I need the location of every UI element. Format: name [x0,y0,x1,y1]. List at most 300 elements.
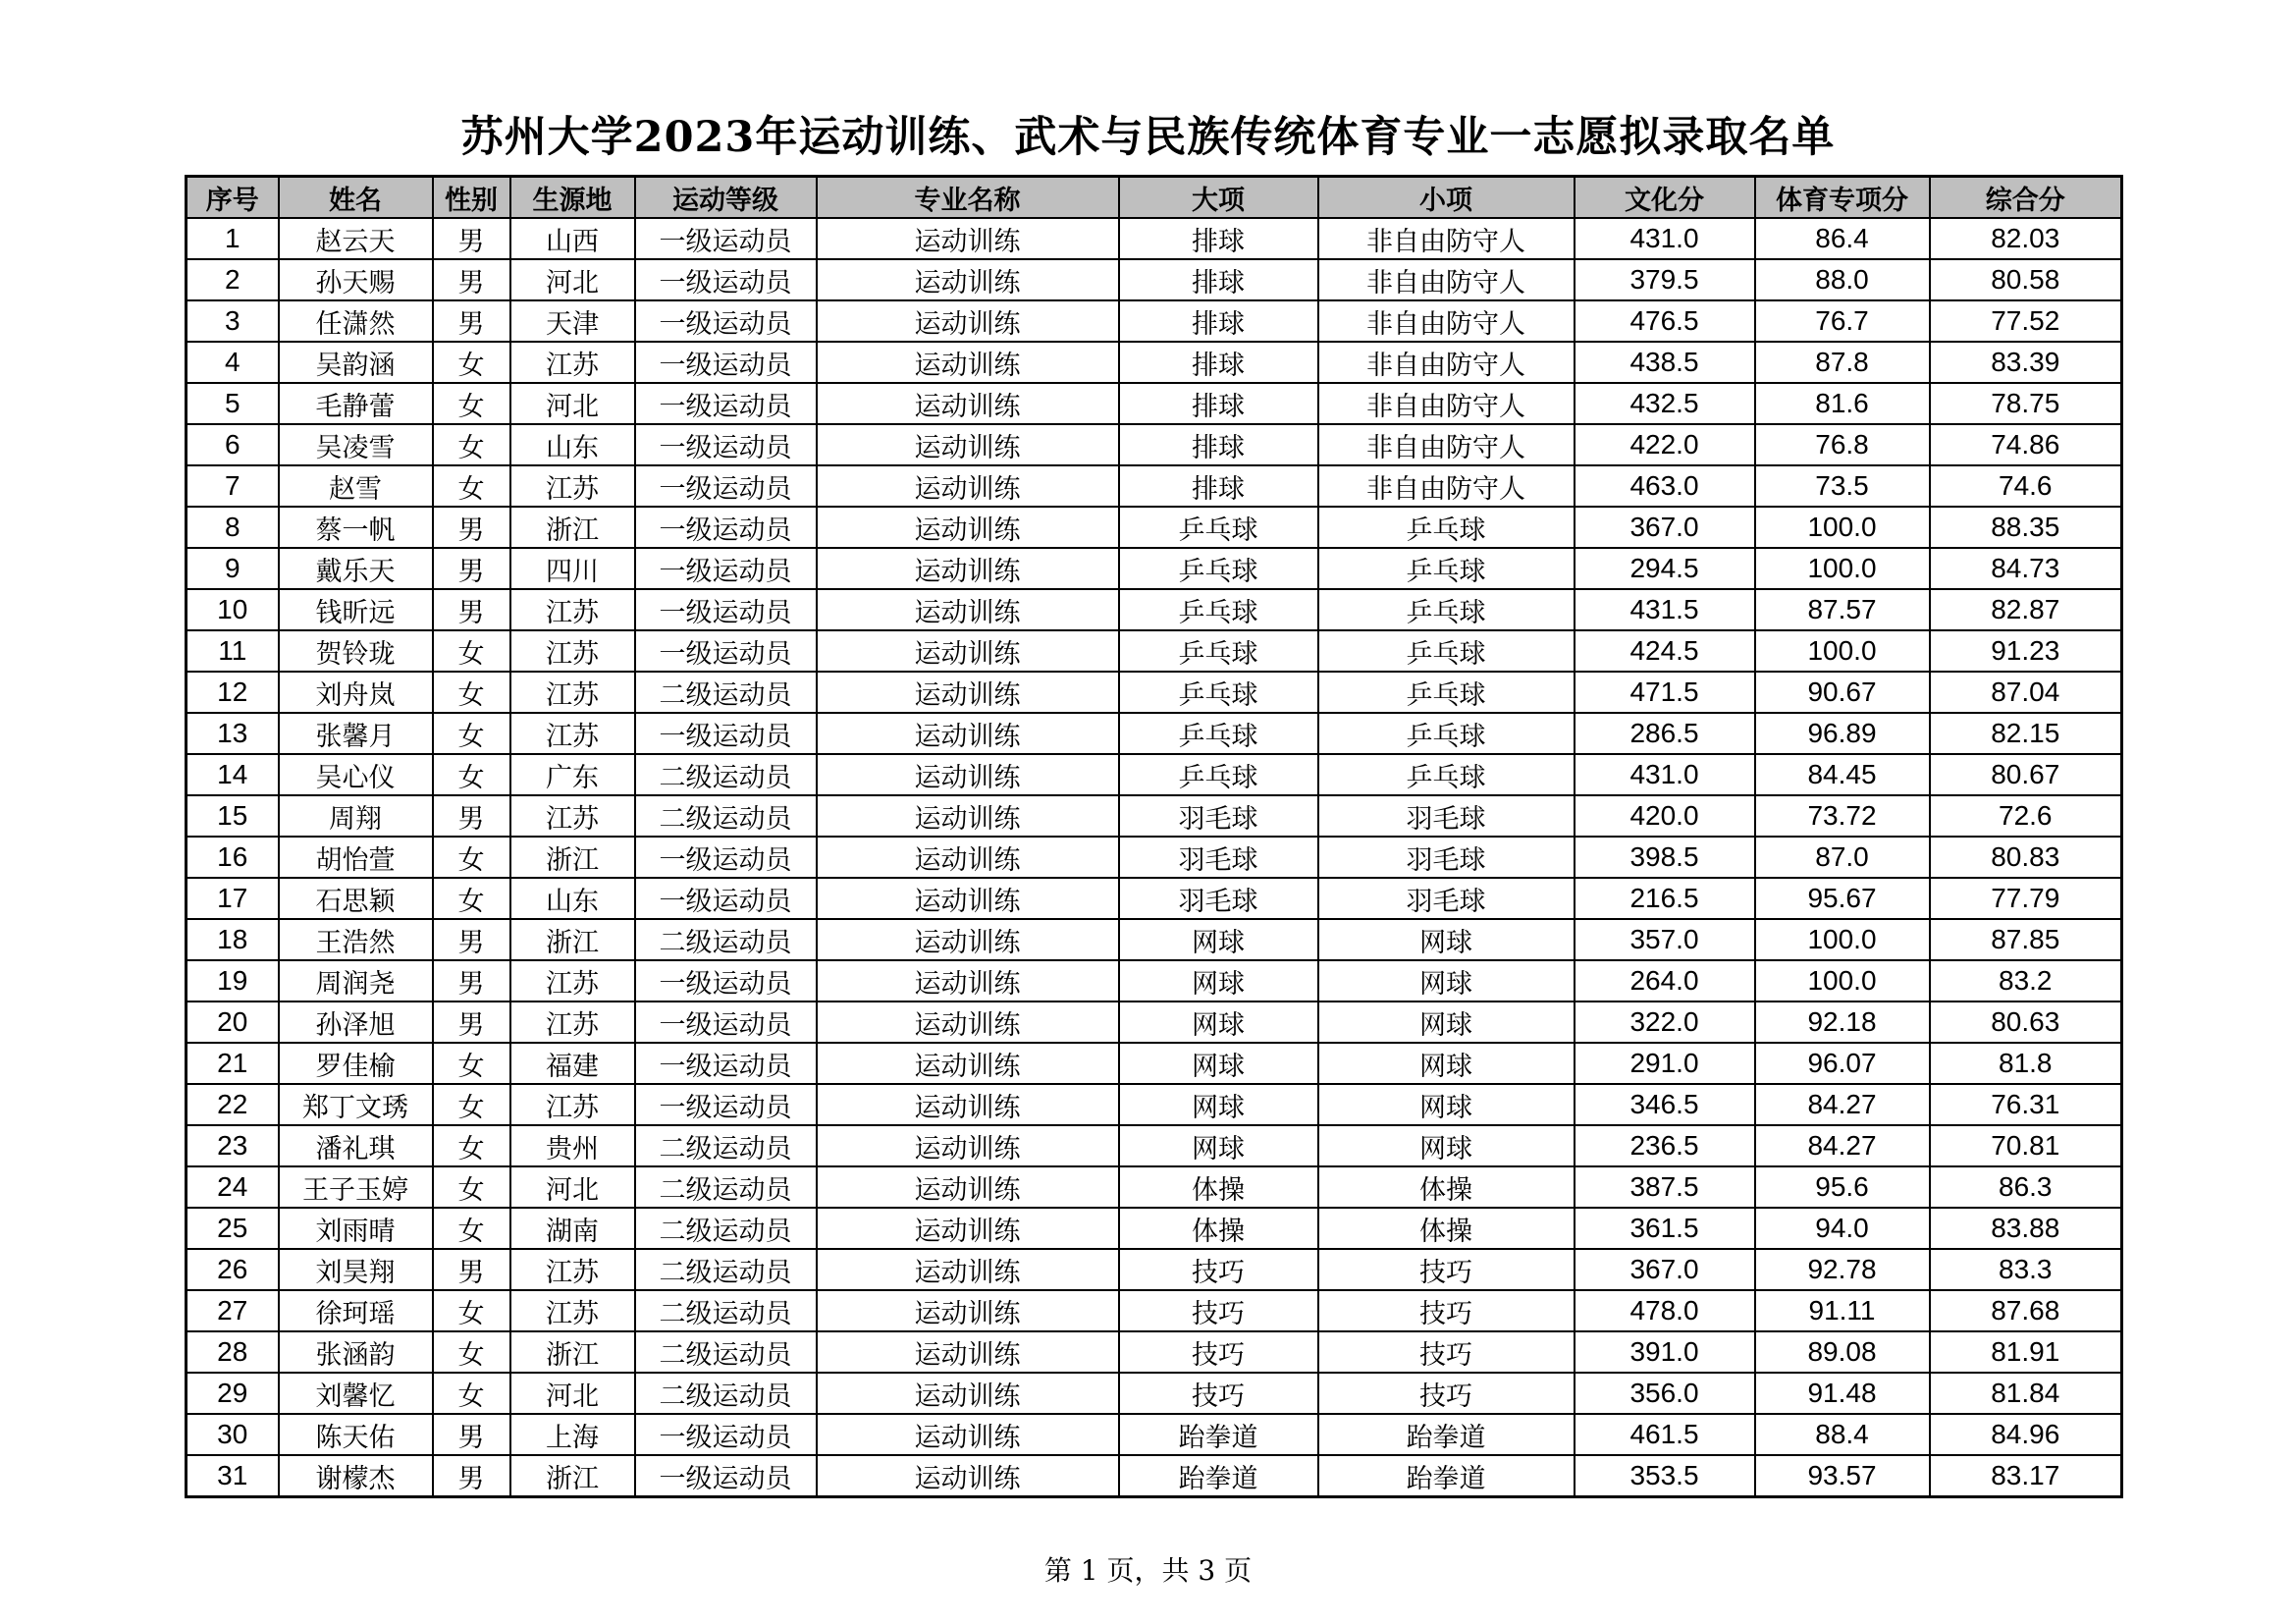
cell-total-score: 87.68 [1930,1290,2122,1331]
cell-name: 张馨月 [279,713,433,754]
cell-culture-score: 356.0 [1575,1373,1755,1414]
cell-sport-category: 羽毛球 [1119,837,1318,878]
cell-index: 13 [187,713,279,754]
cell-athlete-level: 一级运动员 [635,300,817,342]
cell-sport-score: 100.0 [1755,630,1930,672]
cell-sport-event: 羽毛球 [1318,837,1575,878]
cell-athlete-level: 一级运动员 [635,1455,817,1497]
cell-total-score: 87.85 [1930,919,2122,960]
cell-index: 11 [187,630,279,672]
cell-index: 24 [187,1166,279,1208]
cell-athlete-level: 一级运动员 [635,383,817,424]
cell-culture-score: 463.0 [1575,465,1755,507]
cell-total-score: 74.6 [1930,465,2122,507]
cell-culture-score: 294.5 [1575,548,1755,589]
cell-sport-category: 跆拳道 [1119,1414,1318,1455]
cell-culture-score: 420.0 [1575,795,1755,837]
cell-major: 运动训练 [817,1331,1119,1373]
cell-origin: 江苏 [510,1084,635,1125]
cell-sport-category: 技巧 [1119,1331,1318,1373]
cell-name: 胡怡萱 [279,837,433,878]
cell-culture-score: 424.5 [1575,630,1755,672]
cell-gender: 女 [433,1125,510,1166]
cell-major: 运动训练 [817,713,1119,754]
cell-major: 运动训练 [817,548,1119,589]
cell-origin: 浙江 [510,1331,635,1373]
cell-index: 4 [187,342,279,383]
cell-culture-score: 286.5 [1575,713,1755,754]
cell-major: 运动训练 [817,1249,1119,1290]
cell-major: 运动训练 [817,383,1119,424]
column-header-index: 序号 [187,177,279,219]
cell-sport-score: 76.7 [1755,300,1930,342]
cell-sport-category: 乒乓球 [1119,548,1318,589]
cell-athlete-level: 二级运动员 [635,795,817,837]
column-header-major: 专业名称 [817,177,1119,219]
cell-gender: 女 [433,630,510,672]
cell-origin: 河北 [510,1373,635,1414]
cell-sport-score: 96.07 [1755,1043,1930,1084]
table-row [187,424,2122,465]
cell-culture-score: 431.0 [1575,218,1755,259]
cell-name: 赵云天 [279,218,433,259]
cell-name: 王子玉婷 [279,1166,433,1208]
cell-origin: 江苏 [510,465,635,507]
table-row [187,754,2122,795]
cell-culture-score: 431.5 [1575,589,1755,630]
cell-name: 钱昕远 [279,589,433,630]
cell-sport-event: 乒乓球 [1318,507,1575,548]
cell-athlete-level: 一级运动员 [635,960,817,1001]
cell-total-score: 82.87 [1930,589,2122,630]
cell-major: 运动训练 [817,878,1119,919]
cell-gender: 女 [433,837,510,878]
cell-sport-event: 乒乓球 [1318,754,1575,795]
cell-sport-event: 网球 [1318,1043,1575,1084]
cell-name: 刘昊翔 [279,1249,433,1290]
cell-major: 运动训练 [817,507,1119,548]
cell-index: 23 [187,1125,279,1166]
cell-gender: 男 [433,1001,510,1043]
cell-major: 运动训练 [817,1001,1119,1043]
cell-athlete-level: 一级运动员 [635,878,817,919]
cell-name: 吴心仪 [279,754,433,795]
cell-name: 戴乐天 [279,548,433,589]
cell-sport-event: 网球 [1318,1125,1575,1166]
cell-sport-event: 网球 [1318,919,1575,960]
cell-index: 20 [187,1001,279,1043]
cell-culture-score: 422.0 [1575,424,1755,465]
cell-gender: 男 [433,1249,510,1290]
cell-major: 运动训练 [817,672,1119,713]
cell-gender: 男 [433,507,510,548]
cell-culture-score: 379.5 [1575,259,1755,300]
cell-sport-score: 87.57 [1755,589,1930,630]
cell-sport-score: 87.0 [1755,837,1930,878]
cell-major: 运动训练 [817,589,1119,630]
cell-sport-category: 网球 [1119,1125,1318,1166]
cell-athlete-level: 一级运动员 [635,837,817,878]
table-row [187,1166,2122,1208]
cell-origin: 广东 [510,754,635,795]
cell-sport-category: 排球 [1119,218,1318,259]
cell-index: 26 [187,1249,279,1290]
cell-origin: 贵州 [510,1125,635,1166]
cell-sport-category: 网球 [1119,1043,1318,1084]
cell-sport-score: 88.0 [1755,259,1930,300]
cell-major: 运动训练 [817,630,1119,672]
cell-sport-category: 网球 [1119,960,1318,1001]
cell-origin: 河北 [510,1166,635,1208]
table-row [187,1414,2122,1455]
cell-gender: 女 [433,1208,510,1249]
cell-major: 运动训练 [817,1125,1119,1166]
cell-gender: 女 [433,878,510,919]
table-row [187,589,2122,630]
cell-gender: 女 [433,1043,510,1084]
cell-athlete-level: 二级运动员 [635,1249,817,1290]
cell-name: 周润尧 [279,960,433,1001]
cell-major: 运动训练 [817,919,1119,960]
cell-gender: 男 [433,1414,510,1455]
cell-major: 运动训练 [817,259,1119,300]
cell-athlete-level: 二级运动员 [635,1331,817,1373]
cell-major: 运动训练 [817,837,1119,878]
table-row [187,1043,2122,1084]
table-row [187,878,2122,919]
table-row [187,1249,2122,1290]
cell-culture-score: 216.5 [1575,878,1755,919]
cell-gender: 男 [433,548,510,589]
cell-sport-score: 87.8 [1755,342,1930,383]
cell-sport-event: 乒乓球 [1318,713,1575,754]
cell-sport-category: 排球 [1119,342,1318,383]
cell-total-score: 83.17 [1930,1455,2122,1497]
cell-origin: 河北 [510,259,635,300]
table-row [187,465,2122,507]
cell-sport-event: 羽毛球 [1318,795,1575,837]
cell-major: 运动训练 [817,1290,1119,1331]
column-header-origin: 生源地 [510,177,635,219]
cell-sport-category: 乒乓球 [1119,754,1318,795]
cell-total-score: 70.81 [1930,1125,2122,1166]
column-header-name: 姓名 [279,177,433,219]
cell-total-score: 82.15 [1930,713,2122,754]
cell-name: 蔡一帆 [279,507,433,548]
cell-sport-category: 技巧 [1119,1290,1318,1331]
cell-name: 吴韵涵 [279,342,433,383]
table-row [187,342,2122,383]
cell-origin: 山东 [510,878,635,919]
cell-sport-event: 非自由防守人 [1318,465,1575,507]
cell-origin: 江苏 [510,795,635,837]
cell-sport-event: 乒乓球 [1318,630,1575,672]
cell-total-score: 81.8 [1930,1043,2122,1084]
cell-name: 孙天赐 [279,259,433,300]
column-header-total-score: 综合分 [1930,177,2122,219]
cell-total-score: 88.35 [1930,507,2122,548]
cell-gender: 女 [433,465,510,507]
cell-major: 运动训练 [817,1208,1119,1249]
cell-origin: 江苏 [510,1290,635,1331]
cell-sport-category: 排球 [1119,383,1318,424]
cell-sport-category: 网球 [1119,1084,1318,1125]
cell-name: 刘舟岚 [279,672,433,713]
cell-origin: 江苏 [510,672,635,713]
cell-major: 运动训练 [817,795,1119,837]
cell-culture-score: 391.0 [1575,1331,1755,1373]
cell-sport-event: 乒乓球 [1318,672,1575,713]
cell-sport-score: 86.4 [1755,218,1930,259]
cell-culture-score: 236.5 [1575,1125,1755,1166]
cell-major: 运动训练 [817,1455,1119,1497]
cell-sport-score: 84.27 [1755,1084,1930,1125]
cell-culture-score: 432.5 [1575,383,1755,424]
cell-gender: 女 [433,383,510,424]
cell-sport-score: 91.48 [1755,1373,1930,1414]
cell-index: 19 [187,960,279,1001]
cell-major: 运动训练 [817,1043,1119,1084]
cell-index: 18 [187,919,279,960]
cell-sport-category: 羽毛球 [1119,795,1318,837]
cell-name: 王浩然 [279,919,433,960]
cell-athlete-level: 一级运动员 [635,1084,817,1125]
cell-sport-score: 100.0 [1755,960,1930,1001]
cell-index: 29 [187,1373,279,1414]
cell-index: 27 [187,1290,279,1331]
cell-origin: 山东 [510,424,635,465]
cell-athlete-level: 一级运动员 [635,713,817,754]
cell-athlete-level: 二级运动员 [635,1208,817,1249]
cell-index: 31 [187,1455,279,1497]
table-row [187,218,2122,259]
cell-total-score: 74.86 [1930,424,2122,465]
cell-athlete-level: 一级运动员 [635,630,817,672]
cell-culture-score: 476.5 [1575,300,1755,342]
column-header-sport-category: 大项 [1119,177,1318,219]
cell-gender: 女 [433,672,510,713]
cell-sport-event: 网球 [1318,1001,1575,1043]
table-row [187,1373,2122,1414]
cell-major: 运动训练 [817,1373,1119,1414]
cell-sport-event: 非自由防守人 [1318,424,1575,465]
table-row [187,1290,2122,1331]
cell-gender: 女 [433,1166,510,1208]
cell-athlete-level: 一级运动员 [635,589,817,630]
cell-sport-category: 乒乓球 [1119,713,1318,754]
cell-sport-event: 技巧 [1318,1331,1575,1373]
cell-sport-event: 非自由防守人 [1318,342,1575,383]
cell-index: 17 [187,878,279,919]
cell-athlete-level: 二级运动员 [635,1166,817,1208]
page-title: 苏州大学2023年运动训练、武术与民族传统体育专业一志愿拟录取名单 [460,113,1836,162]
cell-athlete-level: 一级运动员 [635,1043,817,1084]
cell-total-score: 86.3 [1930,1166,2122,1208]
cell-name: 张涵韵 [279,1331,433,1373]
cell-origin: 上海 [510,1414,635,1455]
table-row [187,837,2122,878]
cell-name: 吴凌雪 [279,424,433,465]
table-row [187,507,2122,548]
cell-index: 14 [187,754,279,795]
cell-gender: 女 [433,713,510,754]
cell-athlete-level: 一级运动员 [635,218,817,259]
cell-total-score: 87.04 [1930,672,2122,713]
cell-origin: 天津 [510,300,635,342]
cell-culture-score: 291.0 [1575,1043,1755,1084]
table-row [187,1331,2122,1373]
cell-total-score: 76.31 [1930,1084,2122,1125]
cell-total-score: 72.6 [1930,795,2122,837]
cell-major: 运动训练 [817,342,1119,383]
cell-origin: 江苏 [510,630,635,672]
cell-index: 7 [187,465,279,507]
cell-sport-score: 93.57 [1755,1455,1930,1497]
table-row [187,960,2122,1001]
cell-origin: 河北 [510,383,635,424]
cell-total-score: 82.03 [1930,218,2122,259]
cell-sport-event: 羽毛球 [1318,878,1575,919]
cell-sport-event: 跆拳道 [1318,1414,1575,1455]
cell-gender: 女 [433,1290,510,1331]
cell-athlete-level: 一级运动员 [635,465,817,507]
cell-name: 谢檬杰 [279,1455,433,1497]
cell-sport-event: 跆拳道 [1318,1455,1575,1497]
cell-athlete-level: 二级运动员 [635,672,817,713]
cell-name: 潘礼琪 [279,1125,433,1166]
cell-culture-score: 367.0 [1575,507,1755,548]
cell-total-score: 84.96 [1930,1414,2122,1455]
cell-index: 28 [187,1331,279,1373]
cell-sport-category: 排球 [1119,259,1318,300]
cell-name: 周翔 [279,795,433,837]
cell-sport-event: 非自由防守人 [1318,218,1575,259]
cell-sport-score: 88.4 [1755,1414,1930,1455]
cell-major: 运动训练 [817,300,1119,342]
cell-name: 赵雪 [279,465,433,507]
cell-total-score: 83.2 [1930,960,2122,1001]
cell-total-score: 80.63 [1930,1001,2122,1043]
cell-total-score: 84.73 [1930,548,2122,589]
cell-sport-score: 92.18 [1755,1001,1930,1043]
cell-name: 徐珂瑶 [279,1290,433,1331]
cell-gender: 女 [433,754,510,795]
cell-sport-event: 非自由防守人 [1318,300,1575,342]
cell-athlete-level: 一级运动员 [635,424,817,465]
cell-major: 运动训练 [817,424,1119,465]
cell-total-score: 80.67 [1930,754,2122,795]
cell-athlete-level: 一级运动员 [635,342,817,383]
cell-index: 21 [187,1043,279,1084]
cell-name: 毛静蕾 [279,383,433,424]
cell-origin: 江苏 [510,713,635,754]
cell-origin: 山西 [510,218,635,259]
cell-name: 郑丁文琇 [279,1084,433,1125]
cell-index: 10 [187,589,279,630]
cell-sport-score: 84.27 [1755,1125,1930,1166]
table-header-row [187,177,2122,219]
cell-culture-score: 387.5 [1575,1166,1755,1208]
cell-total-score: 81.91 [1930,1331,2122,1373]
cell-sport-event: 网球 [1318,960,1575,1001]
cell-index: 3 [187,300,279,342]
cell-total-score: 83.39 [1930,342,2122,383]
cell-total-score: 91.23 [1930,630,2122,672]
cell-gender: 女 [433,424,510,465]
cell-sport-score: 73.72 [1755,795,1930,837]
cell-culture-score: 367.0 [1575,1249,1755,1290]
cell-sport-category: 网球 [1119,919,1318,960]
table-body [187,218,2122,1497]
cell-athlete-level: 二级运动员 [635,1290,817,1331]
cell-athlete-level: 一级运动员 [635,548,817,589]
cell-major: 运动训练 [817,1084,1119,1125]
cell-sport-score: 73.5 [1755,465,1930,507]
cell-athlete-level: 一级运动员 [635,1414,817,1455]
cell-origin: 福建 [510,1043,635,1084]
cell-total-score: 77.52 [1930,300,2122,342]
cell-sport-score: 90.67 [1755,672,1930,713]
table-row [187,1001,2122,1043]
cell-gender: 男 [433,1455,510,1497]
cell-sport-event: 网球 [1318,1084,1575,1125]
cell-sport-score: 91.11 [1755,1290,1930,1331]
cell-total-score: 80.58 [1930,259,2122,300]
cell-sport-score: 100.0 [1755,507,1930,548]
cell-gender: 男 [433,259,510,300]
cell-origin: 浙江 [510,1455,635,1497]
cell-index: 12 [187,672,279,713]
cell-sport-category: 乒乓球 [1119,589,1318,630]
cell-gender: 男 [433,960,510,1001]
column-header-athlete-level: 运动等级 [635,177,817,219]
cell-name: 刘馨忆 [279,1373,433,1414]
cell-index: 5 [187,383,279,424]
cell-origin: 江苏 [510,960,635,1001]
cell-index: 22 [187,1084,279,1125]
cell-sport-category: 体操 [1119,1166,1318,1208]
cell-culture-score: 438.5 [1575,342,1755,383]
cell-sport-category: 排球 [1119,465,1318,507]
cell-sport-category: 排球 [1119,300,1318,342]
cell-culture-score: 322.0 [1575,1001,1755,1043]
cell-athlete-level: 二级运动员 [635,1373,817,1414]
admission-table [185,175,2123,1498]
cell-sport-event: 技巧 [1318,1249,1575,1290]
cell-athlete-level: 一级运动员 [635,1001,817,1043]
cell-origin: 江苏 [510,589,635,630]
cell-sport-category: 乒乓球 [1119,672,1318,713]
cell-gender: 女 [433,1373,510,1414]
cell-gender: 女 [433,1084,510,1125]
table-row [187,548,2122,589]
cell-gender: 男 [433,218,510,259]
cell-culture-score: 346.5 [1575,1084,1755,1125]
cell-major: 运动训练 [817,1414,1119,1455]
cell-culture-score: 461.5 [1575,1414,1755,1455]
cell-sport-category: 乒乓球 [1119,507,1318,548]
cell-sport-event: 乒乓球 [1318,589,1575,630]
table-row [187,1455,2122,1497]
cell-sport-score: 95.67 [1755,878,1930,919]
cell-origin: 四川 [510,548,635,589]
table-row [187,1084,2122,1125]
cell-sport-category: 技巧 [1119,1373,1318,1414]
cell-culture-score: 431.0 [1575,754,1755,795]
table-row [187,795,2122,837]
cell-index: 25 [187,1208,279,1249]
cell-sport-category: 体操 [1119,1208,1318,1249]
